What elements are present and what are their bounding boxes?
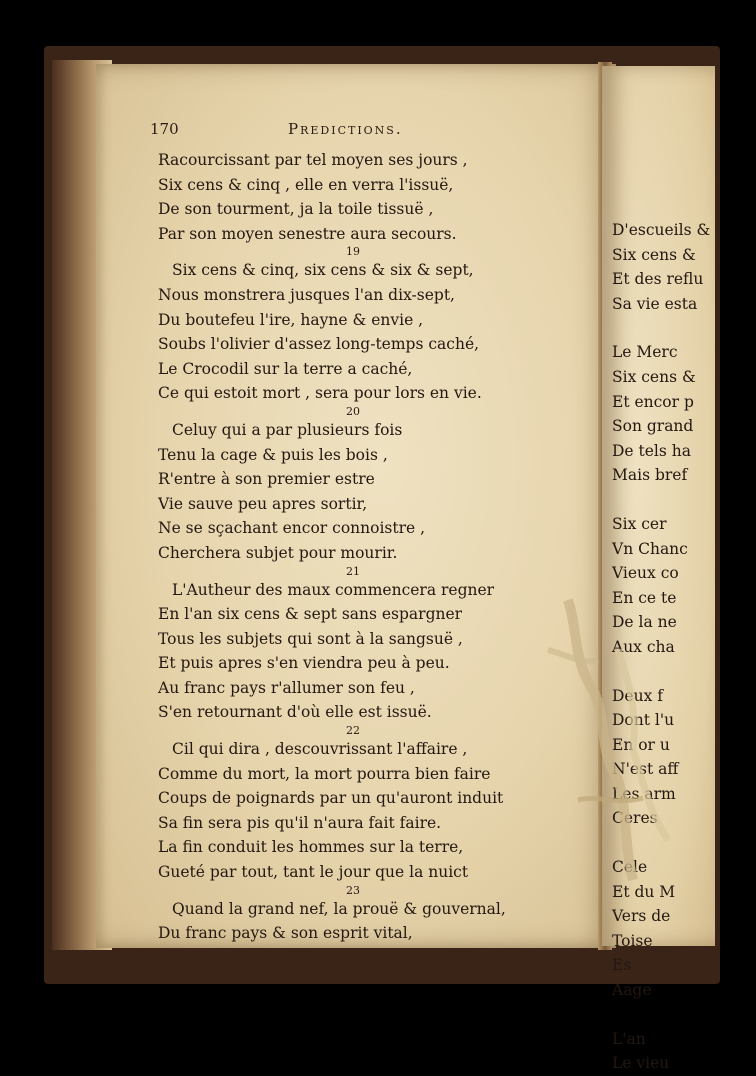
verse-line: Soubs l'olivier d'assez long-temps caché,	[158, 335, 480, 354]
verse-fragment: De tels ha	[612, 441, 691, 460]
verse-line: Racourcissant par tel moyen ses jours ,	[158, 151, 468, 169]
verse-line: En l'an six cens & sept sans espargner	[158, 605, 463, 624]
verse-line: Sa fin sera pis qu'il n'aura fait faire.	[158, 813, 442, 832]
page-header	[150, 120, 570, 144]
verse-line: De son tourment, ja la toile tissuë ,	[158, 200, 434, 219]
paper-damage-stain	[548, 590, 688, 890]
verse-fragment: De la ne	[612, 613, 677, 632]
verse-line: Nous monstrera jusques l'an dix-sept,	[158, 285, 455, 304]
stanza-gap	[612, 316, 710, 340]
verse-fragment: D'escueils &	[612, 221, 711, 239]
verse-line: Ne se sçachant encor connoistre ,	[158, 519, 426, 538]
verse-fragment: Vieux co	[612, 564, 679, 583]
verse-line: Du franc pays & son esprit vital,	[158, 924, 413, 943]
verse-fragment: Six cens &	[612, 245, 696, 264]
verse-line: Tous les subjets qui sont à la sangsuë ,	[158, 629, 463, 648]
verse-fragment: Deux f	[612, 686, 663, 705]
verse-fragment: Six cens &	[612, 367, 696, 386]
verse-fragment: Vn Chanc	[612, 539, 688, 558]
verse-line: Celuy qui a par plusieurs fois	[172, 420, 403, 439]
verse-line: Par son moyen senestre aura secours.	[158, 224, 457, 243]
verse-fragment: Toise	[612, 931, 653, 950]
verse-line: Du boutefeu l'ire, hayne & envie ,	[158, 310, 424, 329]
verse-line: L'Autheur des maux commencera regner	[172, 580, 495, 599]
verse-fragment: Six cer	[612, 514, 667, 533]
verse-line: Le Crocodil sur la terre a caché,	[158, 359, 413, 378]
verse-fragment: Et des reflu	[612, 270, 704, 289]
verse-line: Au franc pays r'allumer son feu ,	[158, 678, 415, 697]
verse-fragment: Le vieu	[612, 1054, 670, 1073]
quatrain-number: 23	[346, 883, 360, 897]
verse-fragment: Mais bref	[612, 466, 688, 485]
verse-fragment: Es	[612, 956, 632, 975]
verse-line: Coups de poignards par un qu'auront induit	[158, 789, 504, 808]
quatrain-number: 21	[346, 564, 360, 578]
verse-fragment: N'est aff	[612, 760, 679, 779]
verse-fragment: Son grand	[612, 417, 694, 436]
verse-fragment: Et du M	[612, 882, 676, 901]
verse-line: Six cens & cinq, six cens & six & sept,	[172, 261, 474, 280]
verse-fragment: Sa vie esta	[612, 294, 698, 313]
verse-fragment: Aage	[612, 981, 652, 1000]
verse-fragment: En or u	[612, 735, 670, 754]
verse-line: S'en retournant d'où elle est issuë.	[158, 703, 432, 722]
verse-fragment: Et encor p	[612, 392, 694, 411]
left-page-text	[158, 148, 588, 946]
verse-fragment: Ceres	[612, 809, 658, 828]
verse-fragment: Vers de	[612, 907, 671, 926]
verse-fragment: En ce te	[612, 588, 677, 607]
verse-line: Comme du mort, la mort pourra bien faire	[158, 764, 491, 783]
stanza-gap	[612, 1003, 710, 1027]
quatrain-number: 19	[346, 245, 360, 259]
verse-fragment: Cele	[612, 858, 648, 877]
verse-line: Vie sauve peu apres sortir,	[158, 494, 368, 513]
verse-line: R'entre à son premier estre	[158, 470, 375, 489]
verse-line: Tenu la cage & puis les bois ,	[158, 445, 388, 464]
quatrain-number: 22	[346, 724, 360, 738]
verse-fragment: Dont l'u	[612, 711, 675, 730]
page-number: 170	[150, 120, 179, 138]
verse-fragment: Le Merc	[612, 343, 678, 362]
verse-fragment: L'an	[612, 1029, 646, 1048]
verse-fragment: Les arm	[612, 784, 676, 803]
verse-line: Cherchera subjet pour mourir.	[158, 543, 398, 562]
verse-line: Quand la grand nef, la prouë & gouvernal,	[172, 899, 506, 918]
verse-line: Gueté par tout, tant le jour que la nuict	[158, 863, 469, 882]
running-title: Predictions.	[288, 120, 403, 138]
verse-line: Cil qui dira , descouvrissant l'affaire ,	[172, 740, 468, 759]
verse-fragment: Aux cha	[612, 637, 675, 656]
verse-line: La fin conduit les hommes sur la terre,	[158, 838, 464, 857]
verse-line: Six cens & cinq , elle en verra l'issuë,	[158, 175, 454, 194]
verse-line: Et puis apres s'en viendra peu à peu.	[158, 654, 450, 673]
quatrain-number: 20	[346, 404, 360, 418]
verse-line: Ce qui estoit mort , sera pour lors en vie.	[158, 384, 482, 403]
stanza-gap	[612, 488, 710, 512]
